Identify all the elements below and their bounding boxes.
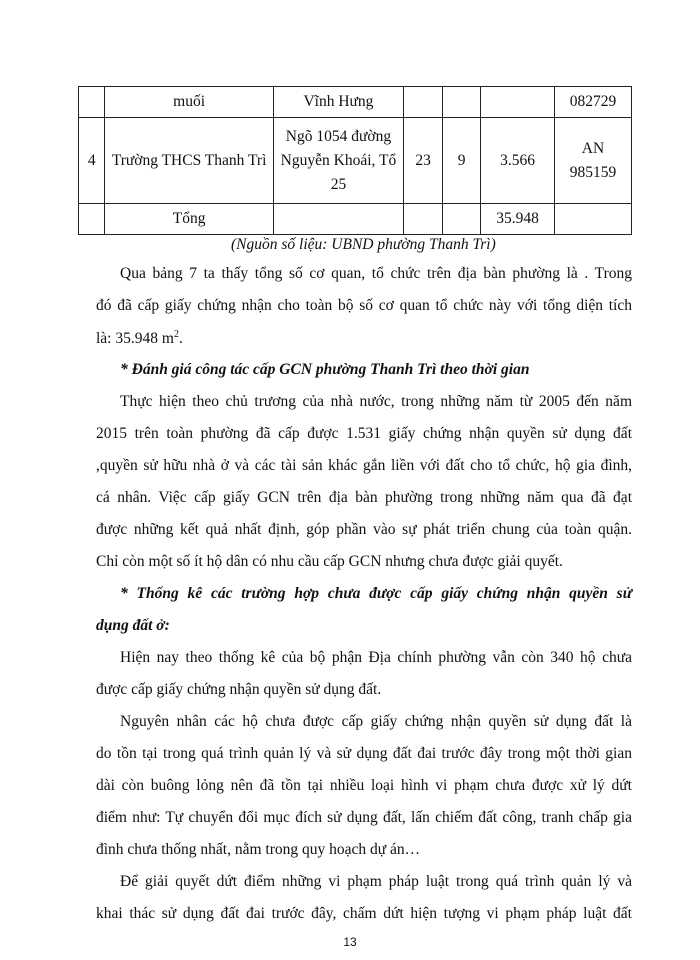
total-label-cell: Tổng [105,204,273,235]
count-b-cell [443,87,481,118]
page-number: 13 [343,935,357,949]
certificate-code-line: AN [581,139,605,157]
address-line: Nguyễn Khoái, Tổ [280,151,397,169]
paragraph-4-line: điểm như: Tự chuyển đổi mục đích sử dụng đất, lấn chiếm đất công, tranh chấp gia [96,809,632,826]
organization-name-cell: muối [105,87,273,118]
address-cell [273,204,403,235]
stt-cell: 4 [79,118,105,204]
address-cell: Vĩnh Hưng [273,87,403,118]
square-unit-superscript: 2 [173,329,179,340]
paragraph-2-line: ,quyền sử hữu nhà ở và các tài sản khác gắn liền với đất cho tổ chức, hộ gia đình, [96,457,632,474]
paragraph-4-line: đình chưa thống nhất, nằm trong quy hoạch dự án… [96,841,421,858]
stt-cell [79,204,105,235]
total-area-cell: 35.948 [481,204,555,235]
paragraph-2-line: được những kết quả nhất định, góp phần vào sự phát triển chung của toàn quận. [96,521,632,538]
count-b-cell [443,204,481,235]
paragraph-4-line: do tồn tại trong quá trình quản lý và sử dụng đất đai trước đây trong một thời gian [96,745,632,762]
paragraph-1-line: đó đã cấp giấy chứng nhận cho toàn bộ số cơ quan tổ chức này với tổng diện tích [96,297,632,314]
paragraph-1-last-line [96,329,183,348]
paragraph-5-line: khai thác sử dụng đất đai trước đây, chấm dứt hiện tượng vi phạm pháp luật đất [96,905,632,922]
section-heading-statistics-cont: dụng đất ở: [96,617,170,634]
sentence-end: . [178,330,183,348]
table-row-total [79,204,632,235]
paragraph-2-line: Thực hiện theo chủ trương của nhà nước, trong những năm từ 2005 đến năm [120,393,632,410]
paragraph-2-line: cá nhân. Việc cấp giấy GCN trên địa bàn phường trong những năm qua đã đạt [96,489,632,506]
certificate-code-cell: 082729 [554,87,631,118]
paragraph-3-line: được cấp giấy chứng nhận quyền sử dụng đất. [96,681,382,698]
paragraph-1-line: Qua bảng 7 ta thấy tổng số cơ quan, tổ chức trên địa bàn phường là . Trong [120,265,632,282]
stt-cell [79,87,105,118]
paragraph-3-line: Hiện nay theo thống kê của bộ phận Địa chính phường vẫn còn 340 hộ chưa [120,649,632,666]
paragraph-2-line: Chỉ còn một số ít hộ dân có nhu cầu cấp GCN nhưng chưa được giải quyết. [96,553,563,570]
count-a-cell: 23 [404,118,443,204]
land-certificate-table [78,86,632,235]
certificate-code-cell [554,118,631,204]
address-line: 25 [330,175,347,193]
total-area-text: là: 35.948 m [96,330,174,348]
count-a-cell [404,204,443,235]
section-heading-statistics: * Thống kê các trường hợp chưa được cấp giấy chứng nhận quyền sử [120,585,632,602]
paragraph-4-line: dài còn buông lỏng nên đã tồn tại nhiều loại hình vi phạm chưa được xử lý dứt [96,777,632,794]
count-a-cell [404,87,443,118]
paragraph-4-line: Nguyên nhân các hộ chưa được cấp giấy chứng nhận quyền sử dụng đất là [120,713,632,730]
area-cell: 3.566 [481,118,555,204]
paragraph-5-line: Để giải quyết dứt điểm những vi phạm pháp luật trong quá trình quản lý và [120,873,632,890]
organization-name-cell: Trường THCS Thanh Trì [105,118,273,204]
area-cell [481,87,555,118]
source-note: (Nguồn số liệu: UBND phường Thanh Trì) [231,236,496,253]
address-cell [273,118,403,204]
address-line: Ngõ 1054 đường [285,127,392,145]
certificate-code-cell [554,204,631,235]
count-b-cell: 9 [443,118,481,204]
table-row [79,87,632,118]
section-heading-timeline: * Đánh giá công tác cấp GCN phường Thanh Trì theo thời gian [120,361,530,378]
certificate-code-line: 985159 [569,163,617,181]
paragraph-2-line: 2015 trên toàn phường đã cấp được 1.531 giấy chứng nhận quyền sử dụng đất [96,425,632,442]
table-row [79,118,632,204]
